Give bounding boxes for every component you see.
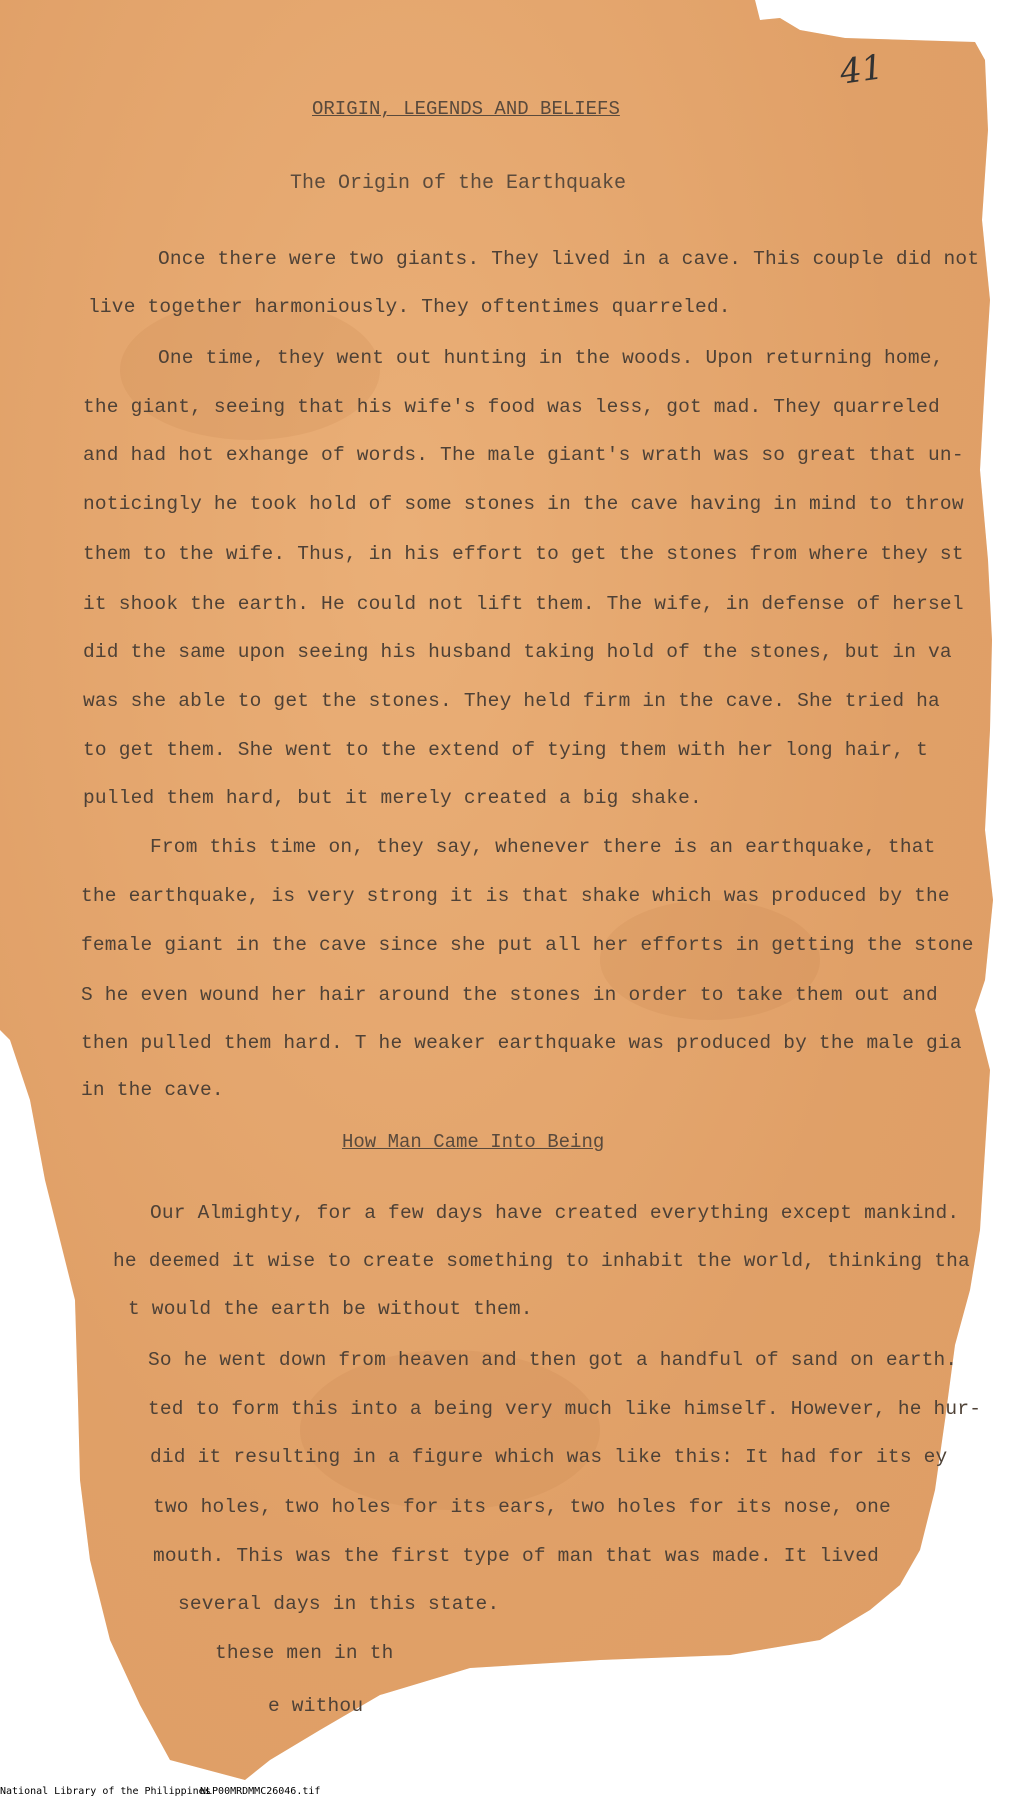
text-line: in the cave. — [81, 1079, 224, 1101]
text-line: live together harmoniously. They oftentimes quarreled. — [88, 296, 731, 318]
text-line: One time, they went out hunting in the woods. Upon returning home, — [158, 347, 944, 369]
text-line: two holes, two holes for its ears, two holes for its nose, one — [153, 1496, 891, 1518]
text-line: pulled them hard, but it merely created a big shake. — [83, 787, 702, 809]
text-line: and had hot exhange of words. The male giant's wrath was so great that un- — [83, 444, 964, 466]
text-line: then pulled them hard. T he weaker earthquake was produced by the male gia — [81, 1032, 962, 1054]
text-line: them to the wife. Thus, in his effort to get the stones from where they st — [83, 543, 964, 565]
text-line: was she able to get the stones. They held firm in the cave. She tried ha — [83, 690, 940, 712]
text-line: e withou — [268, 1695, 364, 1717]
story-title-man: How Man Came Into Being — [342, 1131, 605, 1153]
handwritten-page-number: 41 — [837, 47, 886, 93]
text-line: he deemed it wise to create something to inhabit the world, thinking tha — [113, 1250, 970, 1272]
paper-stain — [120, 300, 380, 440]
text-line: t would the earth be without them. — [128, 1298, 533, 1320]
text-line: ted to form this into a being very much like himself. However, he hur- — [148, 1398, 982, 1420]
text-line: the earthquake, is very strong it is that shake which was produced by the — [81, 885, 950, 907]
text-line: did the same upon seeing his husband taking hold of the stones, but in va — [83, 641, 952, 663]
text-line: several days in this state. — [178, 1593, 500, 1615]
text-line: Our Almighty, for a few days have created everything except mankind. — [150, 1202, 960, 1224]
text-line: From this time on, they say, whenever there is an earthquake, that — [150, 836, 936, 858]
story-title-earthquake: The Origin of the Earthquake — [290, 172, 627, 195]
text-line: Once there were two giants. They lived in a cave. This couple did not — [158, 248, 980, 270]
text-line: S he even wound her hair around the stones in order to take them out and — [81, 984, 938, 1006]
section-title: ORIGIN, LEGENDS AND BELIEFS — [312, 98, 620, 120]
text-line: it shook the earth. He could not lift them. The wife, in defense of hersel — [83, 593, 964, 615]
footer-library-name: National Library of the Philippines — [0, 1786, 211, 1797]
text-line: noticingly he took hold of some stones in the cave having in mind to throw — [83, 493, 964, 515]
text-line: female giant in the cave since she put all her efforts in getting the stone — [81, 934, 974, 956]
text-line: to get them. She went to the extend of tying them with her long hair, t — [83, 739, 929, 761]
text-line: these men in th — [215, 1642, 394, 1664]
paper-stain — [300, 1350, 600, 1510]
text-line: So he went down from heaven and then got a handful of sand on earth. — [148, 1349, 958, 1371]
text-line: the giant, seeing that his wife's food was less, got mad. They quarreled — [83, 396, 940, 418]
text-line: mouth. This was the first type of man that was made. It lived — [153, 1545, 880, 1567]
text-line: did it resulting in a figure which was like this: It had for its ey — [150, 1446, 948, 1468]
footer-file-name: NLP00MRDMMC26046.tif — [200, 1786, 321, 1797]
